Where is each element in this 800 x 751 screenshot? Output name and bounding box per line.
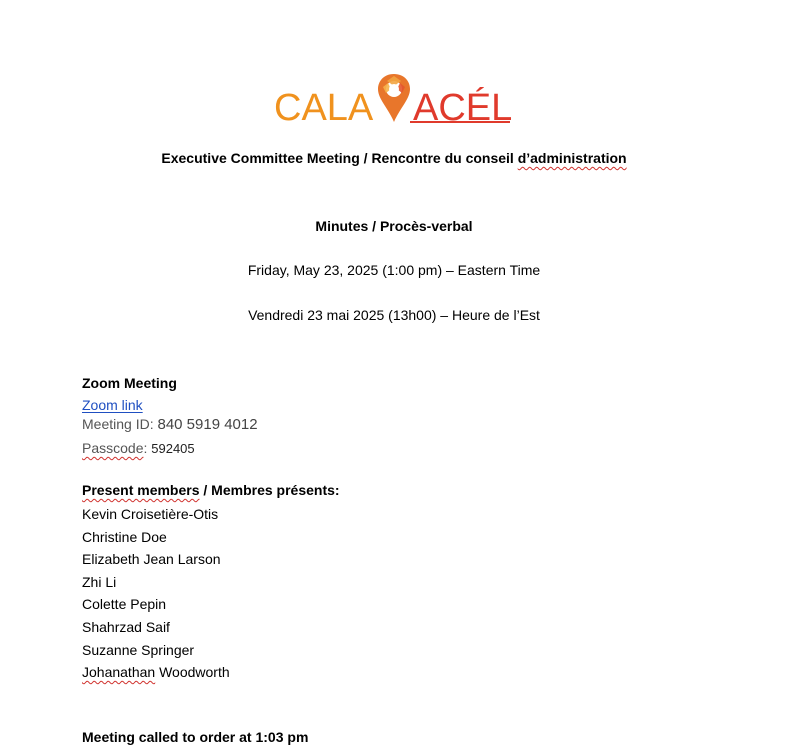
present-members-heading-fr: / Membres présents:	[199, 482, 340, 498]
logo-text-left: CALA	[274, 87, 374, 129]
logo-graphic	[272, 70, 517, 130]
member-last-name: Woodworth	[155, 664, 230, 681]
called-to-order: Meeting called to order at 1:03 pm	[82, 729, 309, 745]
member-first-name-misspelled: Johanathan	[82, 664, 156, 681]
passcode-label: Passcode	[82, 440, 144, 456]
meeting-title	[0, 150, 788, 166]
zoom-link[interactable]: Zoom link	[82, 397, 143, 413]
member-item: Elizabeth Jean Larson	[82, 551, 221, 568]
meeting-title-text: Executive Committee Meeting / Rencontre du conseil	[161, 150, 518, 166]
meeting-id-line	[82, 416, 258, 433]
date-english: Friday, May 23, 2025 (1:00 pm) – Eastern Time	[247, 262, 541, 278]
member-item: Suzanne Springer	[82, 641, 195, 658]
cala-acel-logo	[272, 70, 517, 130]
logo-text-right: ACÉL	[413, 87, 513, 129]
passcode-line	[82, 440, 195, 456]
present-members-heading-en: Present members	[82, 482, 200, 498]
meeting-title-misspelled: d’administration	[517, 150, 627, 166]
member-item: Colette Pepin	[82, 596, 167, 613]
members-list	[82, 503, 230, 684]
present-members-heading	[82, 482, 340, 498]
date-french: Vendredi 23 mai 2025 (13h00) – Heure de l’Est	[248, 307, 540, 323]
passcode-value: 592405	[151, 441, 195, 456]
member-item: Christine Doe	[82, 528, 167, 545]
member-item: Zhi Li	[82, 573, 117, 590]
member-item: Shahrzad Saif	[82, 618, 170, 635]
passcode-separator: :	[143, 440, 152, 456]
member-item: Kevin Croisetière-Otis	[82, 506, 219, 522]
logo-pin-icon	[378, 74, 410, 122]
meeting-id-label: Meeting ID:	[82, 416, 158, 432]
zoom-link-line	[82, 397, 143, 413]
minutes-heading: Minutes / Procès-verbal	[315, 218, 473, 234]
zoom-heading: Zoom Meeting	[82, 375, 177, 391]
member-item-last	[82, 661, 230, 684]
meeting-id-value: 840 5919 4012	[157, 416, 258, 433]
